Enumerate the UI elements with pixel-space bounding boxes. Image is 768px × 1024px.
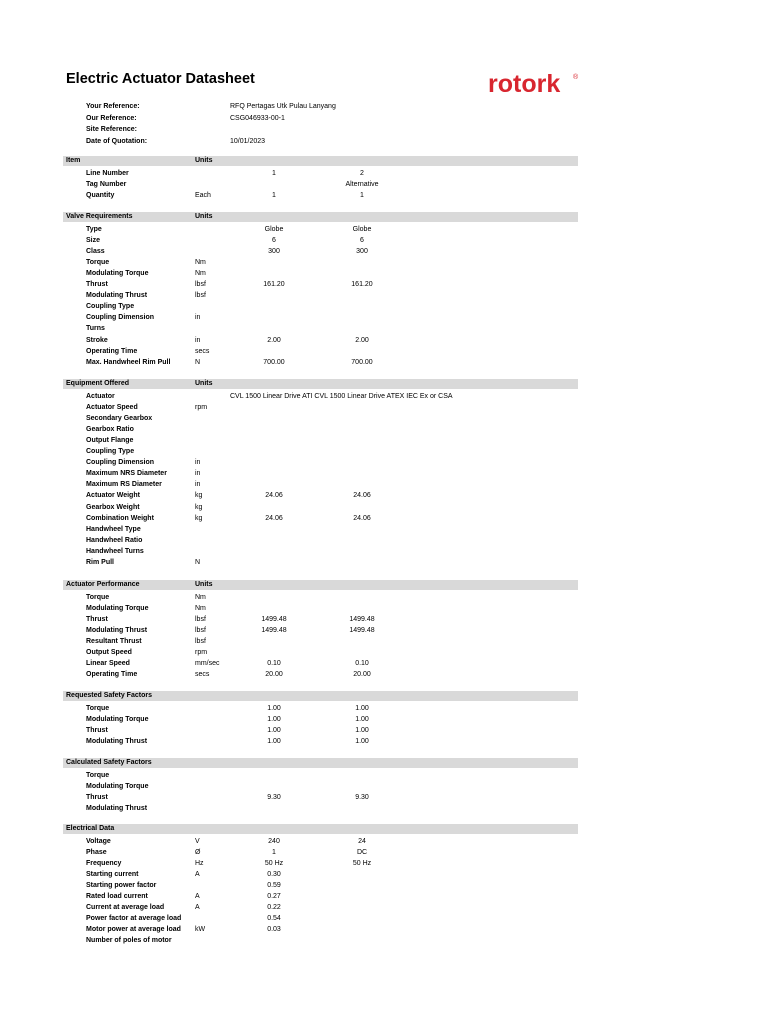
row-label: Modulating Torque: [86, 782, 149, 790]
table-row: [0, 446, 768, 457]
table-row: [0, 435, 768, 446]
row-label: Starting power factor: [86, 881, 157, 889]
reference-value: 10/01/2023: [230, 137, 266, 145]
row-value-1: 2.00: [267, 336, 281, 344]
row-value-1: 1: [272, 191, 276, 199]
row-label: Modulating Torque: [86, 269, 149, 277]
table-row: [0, 490, 768, 501]
row-label: Modulating Torque: [86, 604, 149, 612]
row-value-1: 0.59: [267, 881, 281, 889]
table-row: [0, 301, 768, 312]
row-unit: secs: [195, 671, 210, 679]
row-value-1: 0.54: [267, 915, 281, 923]
rotork-logo-graphic: [488, 70, 580, 98]
row-label: Max. Handwheel Rim Pull: [86, 358, 171, 366]
section-header: [63, 156, 578, 166]
row-unit: kg: [195, 503, 203, 511]
row-value-1: 6: [272, 236, 276, 244]
table-row: [0, 524, 768, 535]
row-label: Operating Time: [86, 347, 138, 355]
table-row: [0, 880, 768, 891]
row-label: Current at average load: [86, 904, 165, 912]
row-value-2: 1: [360, 191, 364, 199]
table-row: [0, 714, 768, 725]
row-value-1: 1: [272, 848, 276, 856]
table-row: [0, 479, 768, 490]
table-row: [0, 257, 768, 268]
section-header: [63, 758, 578, 768]
table-row: [0, 803, 768, 814]
row-unit: A: [195, 893, 200, 900]
table-row: [0, 168, 768, 179]
table-row: [0, 858, 768, 869]
row-value-1: 0.22: [267, 904, 281, 912]
row-value-span: CVL 1500 Linear Drive ATI CVL 1500 Linear Drive ATEX IEC Ex or CSA: [230, 392, 453, 400]
row-label: Voltage: [86, 837, 111, 845]
row-label: Modulating Torque: [86, 715, 149, 723]
row-label: Rim Pull: [86, 559, 115, 566]
row-value-1: Globe: [264, 225, 284, 233]
row-label: Actuator: [86, 392, 115, 400]
table-row: [0, 190, 768, 201]
row-label: Coupling Type: [86, 303, 135, 311]
table-row: [0, 357, 768, 368]
row-unit: lbsf: [195, 292, 206, 300]
row-value-1: 0.30: [267, 870, 281, 878]
table-row: [0, 625, 768, 636]
row-unit: lbsf: [195, 637, 206, 645]
row-label: Quantity: [86, 191, 115, 199]
reference-value: CSG046933-00-1: [230, 114, 285, 122]
table-row: [0, 847, 768, 858]
row-label: Secondary Gearbox: [86, 414, 153, 422]
row-value-2: 2.00: [355, 336, 369, 344]
row-label: Coupling Dimension: [86, 314, 155, 322]
row-value-2: DC: [356, 848, 368, 856]
row-label: Handwheel Turns: [86, 547, 144, 555]
table-row: [0, 312, 768, 323]
row-value-1: 1499.48: [261, 615, 287, 623]
table-row: [0, 924, 768, 935]
reference-row: [0, 124, 768, 136]
row-label: Size: [86, 236, 101, 244]
reference-label: Your Reference:: [86, 103, 140, 110]
row-label: Thrust: [86, 615, 108, 623]
section-header: [63, 691, 578, 701]
table-row: [0, 703, 768, 714]
row-label: Class: [86, 247, 105, 255]
table-row: [0, 913, 768, 924]
row-label: Operating Time: [86, 671, 138, 679]
section-title: Calculated Safety Factors: [66, 759, 152, 766]
table-row: [0, 468, 768, 479]
row-label: Tag Number: [86, 180, 127, 188]
row-label: Output Speed: [86, 649, 132, 656]
reference-row: [0, 101, 768, 113]
row-label: Motor power at average load: [86, 926, 181, 934]
page-title: Electric Actuator Datasheet: [66, 71, 255, 87]
row-label: Actuator Speed: [86, 403, 138, 411]
row-value-2: 1.00: [355, 737, 369, 745]
section-header: [63, 580, 578, 590]
row-value-1: 20.00: [265, 671, 283, 679]
row-value-1: 700.00: [263, 358, 285, 366]
section-units-header: Units: [195, 581, 213, 588]
row-value-2: 1.00: [355, 726, 369, 734]
section-title: Valve Requirements: [66, 213, 133, 220]
row-label: Rated load current: [86, 893, 148, 900]
table-row: [0, 402, 768, 413]
row-unit: mm/sec: [195, 660, 220, 668]
table-row: [0, 669, 768, 680]
row-value-2: 0.10: [355, 660, 369, 668]
table-row: [0, 614, 768, 625]
row-unit: in: [195, 470, 201, 478]
table-row: [0, 781, 768, 792]
row-unit: Nm: [195, 269, 206, 277]
row-label: Number of poles of motor: [86, 937, 172, 945]
row-value-1: 1.00: [267, 737, 281, 745]
row-unit: lbsf: [195, 615, 206, 623]
table-row: [0, 557, 768, 568]
row-unit: lbsf: [195, 281, 206, 288]
row-unit: secs: [195, 347, 210, 355]
row-label: Gearbox Ratio: [86, 425, 134, 433]
row-label: Torque: [86, 258, 110, 266]
row-unit: N: [195, 559, 201, 566]
row-label: Modulating Thrust: [86, 737, 148, 745]
table-row: [0, 603, 768, 614]
table-row: [0, 235, 768, 246]
reference-value: RFQ Pertagas Utk Pulau Lanyang: [230, 103, 336, 110]
table-row: [0, 224, 768, 235]
row-value-2: 1499.48: [349, 615, 375, 623]
table-row: [0, 647, 768, 658]
table-row: [0, 592, 768, 603]
row-value-2: Alternative: [345, 180, 379, 188]
row-value-2: 1.00: [355, 715, 369, 723]
section-title: Item: [66, 157, 81, 164]
row-unit: Nm: [195, 604, 206, 612]
table-row: [0, 457, 768, 468]
row-unit: Nm: [195, 258, 206, 266]
row-unit: in: [195, 336, 201, 344]
reference-row: [0, 113, 768, 125]
section-units-header: Units: [195, 380, 213, 387]
row-unit: N: [195, 358, 201, 366]
section-units-header: Units: [195, 157, 213, 164]
row-label: Modulating Thrust: [86, 804, 148, 812]
table-row: [0, 246, 768, 257]
table-row: [0, 836, 768, 847]
row-value-1: 1.00: [267, 715, 281, 723]
section-header: [63, 824, 578, 834]
table-row: [0, 391, 768, 402]
section-header: [63, 212, 578, 222]
row-label: Thrust: [86, 281, 108, 288]
table-row: [0, 725, 768, 736]
row-label: Modulating Thrust: [86, 626, 148, 634]
table-row: [0, 935, 768, 946]
reference-label: Our Reference:: [86, 114, 137, 122]
row-value-2: 24.06: [353, 492, 371, 500]
row-label: Linear Speed: [86, 660, 130, 668]
row-value-1: 240: [268, 837, 280, 845]
row-label: Phase: [86, 848, 107, 856]
rotork-logo: [488, 70, 580, 98]
row-unit: in: [195, 314, 201, 322]
row-value-1: 9.30: [267, 793, 281, 801]
row-unit: kg: [195, 492, 203, 500]
section-title: Electrical Data: [66, 825, 115, 832]
row-value-1: 300: [268, 247, 280, 255]
logo-wordmark: rotork: [488, 70, 561, 98]
section-title: Actuator Performance: [66, 581, 140, 588]
row-value-1: 0.10: [267, 660, 281, 668]
table-row: [0, 736, 768, 747]
row-unit: kW: [195, 926, 206, 934]
row-label: Starting current: [86, 870, 139, 878]
table-row: [0, 346, 768, 357]
row-label: Modulating Thrust: [86, 292, 148, 300]
row-value-1: 1: [272, 169, 276, 177]
section-header: [63, 379, 578, 389]
table-row: [0, 413, 768, 424]
table-row: [0, 891, 768, 902]
reference-label: Date of Quotation:: [86, 137, 148, 145]
section-title: Requested Safety Factors: [66, 692, 152, 699]
table-row: [0, 770, 768, 781]
row-unit: A: [195, 904, 200, 912]
table-row: [0, 290, 768, 301]
row-label: Power factor at average load: [86, 915, 182, 923]
row-label: Thrust: [86, 793, 108, 801]
row-value-2: 9.30: [355, 793, 369, 801]
row-label: Handwheel Ratio: [86, 536, 143, 544]
row-unit: Nm: [195, 593, 206, 601]
row-value-2: 50 Hz: [352, 859, 372, 867]
row-label: Maximum RS Diameter: [86, 481, 162, 489]
row-value-1: 1.00: [267, 704, 281, 712]
row-label: Gearbox Weight: [86, 503, 140, 511]
row-value-1: 1.00: [267, 726, 281, 734]
reference-row: [0, 136, 768, 148]
reference-block: [0, 101, 768, 147]
table-row: [0, 268, 768, 279]
row-value-2: 2: [360, 169, 364, 177]
row-value-1: 24.06: [265, 492, 283, 500]
table-row: [0, 535, 768, 546]
table-row: [0, 323, 768, 334]
row-label: Torque: [86, 771, 110, 779]
row-value-2: 24: [358, 837, 366, 845]
row-label: Coupling Type: [86, 448, 135, 455]
row-label: Stroke: [86, 336, 108, 344]
row-label: Type: [86, 225, 102, 233]
row-value-2: Globe: [352, 225, 372, 233]
row-unit: rpm: [195, 649, 208, 656]
row-value-1: 0.03: [267, 926, 281, 934]
table-row: [0, 279, 768, 290]
row-label: Torque: [86, 593, 110, 601]
table-row: [0, 636, 768, 647]
row-value-1: 50 Hz: [264, 859, 284, 867]
row-unit: in: [195, 459, 201, 467]
table-row: [0, 869, 768, 880]
row-unit: Hz: [195, 859, 204, 867]
row-label: Turns: [86, 325, 105, 333]
row-unit: lbsf: [195, 626, 206, 634]
logo-registered-mark: ®: [573, 74, 579, 81]
reference-label: Site Reference:: [86, 126, 137, 134]
row-label: Actuator Weight: [86, 492, 140, 500]
row-unit: V: [195, 837, 200, 845]
row-unit: rpm: [195, 403, 208, 411]
section-title: Equipment Offered: [66, 380, 130, 387]
row-label: Output Flange: [86, 436, 134, 444]
row-label: Combination Weight: [86, 514, 154, 522]
row-value-2: 6: [360, 236, 364, 244]
row-value-2: 700.00: [351, 358, 373, 366]
row-label: Coupling Dimension: [86, 459, 155, 467]
table-row: [0, 546, 768, 557]
row-value-1: 24.06: [265, 514, 283, 522]
row-value-1: 161.20: [263, 281, 285, 288]
row-label: Frequency: [86, 859, 122, 867]
row-label: Line Number: [86, 169, 129, 177]
row-value-1: 0.27: [267, 893, 281, 900]
row-label: Handwheel Type: [86, 525, 141, 533]
table-row: [0, 902, 768, 913]
row-value-2: 24.06: [353, 514, 371, 522]
table-row: [0, 335, 768, 346]
table-row: [0, 658, 768, 669]
row-label: Maximum NRS Diameter: [86, 470, 167, 478]
row-value-2: 1.00: [355, 704, 369, 712]
row-value-1: 1499.48: [261, 626, 287, 634]
row-value-2: 20.00: [353, 671, 371, 679]
row-unit: in: [195, 481, 201, 489]
table-row: [0, 424, 768, 435]
row-unit: A: [195, 870, 200, 878]
row-label: Resultant Thrust: [86, 637, 142, 645]
table-row: [0, 502, 768, 513]
row-unit: Ø: [195, 848, 201, 856]
row-value-2: 1499.48: [349, 626, 375, 634]
table-row: [0, 179, 768, 190]
section-units-header: Units: [195, 213, 213, 220]
row-unit: kg: [195, 514, 203, 522]
table-row: [0, 792, 768, 803]
row-unit: Each: [195, 191, 211, 199]
row-label: Torque: [86, 704, 110, 712]
row-value-2: 300: [356, 247, 368, 255]
row-label: Thrust: [86, 726, 108, 734]
table-row: [0, 513, 768, 524]
row-value-2: 161.20: [351, 281, 373, 288]
